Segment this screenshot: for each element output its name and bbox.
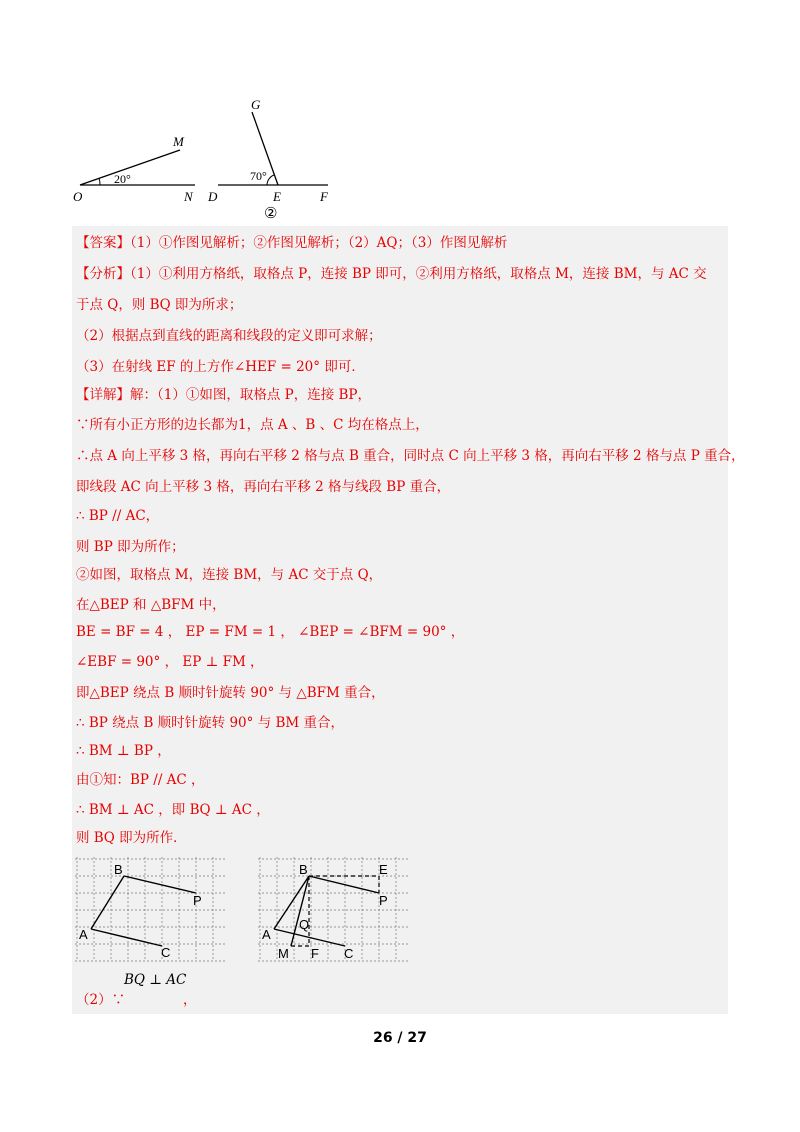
analysis-line-3: （2）根据点到直线的距离和线段的定义即可求解； <box>76 328 382 344</box>
detail-line-6: 则 BP 即为所作； <box>76 539 185 555</box>
angle-arc-20 <box>99 178 100 185</box>
segment-ab <box>91 876 124 929</box>
detail-line-13: ∴ BM ⊥ BP ， <box>76 743 171 759</box>
label-O: O <box>73 189 83 204</box>
label-D: D <box>208 189 218 204</box>
segment-bp-2 <box>309 876 379 893</box>
detail-line-4: 即线段 AC 向上平移 3 格，再向右平移 2 格与线段 BP 重合， <box>76 479 451 495</box>
g2-label-C: C <box>344 946 354 961</box>
g1-label-P: P <box>193 893 202 908</box>
grid-figure-1 <box>75 857 230 963</box>
detail-line-8: 在△BEP 和 △BFM 中， <box>76 597 226 613</box>
grid-figure-2 <box>258 857 413 963</box>
segment-ac-2 <box>274 929 345 946</box>
label-angle-20: 20° <box>114 172 131 186</box>
g2-label-Q: Q <box>299 917 310 932</box>
label-F: F <box>320 189 328 204</box>
label-angle-70: 70° <box>250 169 267 183</box>
label-N: N <box>184 189 193 204</box>
last-prefix: （2）∵ <box>76 992 126 1008</box>
detail-line-14: 由①知：BP // AC ， <box>76 772 205 788</box>
analysis-line-4: （3）在射线 EF 的上方作∠HEF = 20° 即可． <box>76 359 365 375</box>
label-G: G <box>251 97 261 112</box>
last-suffix: ， <box>183 992 197 1008</box>
detail-line-9: BE = BF = 4 ， EP = FM = 1 ， ∠BEP = ∠BFM = 90° ， <box>76 624 465 640</box>
detail-line-12: ∴ BP 绕点 B 顺时针旋转 90° 与 BM 重合， <box>76 715 345 731</box>
answer-line: 【答案】（1）①作图见解析；②作图见解析；（2）AQ；（3）作图见解析 <box>76 235 508 251</box>
detail-line-3: ∴点 A 向上平移 3 格，再向右平移 2 格与点 B 重合，同时点 C 向上平移 3 格，再向右平移 2 格与点 P 重合， <box>76 448 745 464</box>
label-E: E <box>273 189 281 204</box>
grid-lines-1 <box>75 857 225 961</box>
detail-line-1: 【详解】解：（1）①如图，取格点 P，连接 BP， <box>76 387 372 403</box>
angle-arc-70 <box>267 175 274 185</box>
segment-bp <box>124 876 196 893</box>
g2-label-P: P <box>379 893 388 908</box>
detail-line-5: ∴ BP // AC， <box>76 508 160 524</box>
label-M: M <box>173 134 184 149</box>
g1-label-C: C <box>161 945 171 960</box>
analysis-line-2: 于点 Q，则 BQ 即为所求； <box>76 297 243 313</box>
detail-line-10: ∠EBF = 90° ， EP ⊥ FM ， <box>76 654 264 670</box>
detail-line-15: ∴ BM ⊥ AC ，即 BQ ⊥ AC ， <box>76 802 270 818</box>
g2-label-A: A <box>262 927 271 942</box>
last-formula: BQ ⊥ AC <box>124 972 187 988</box>
g2-label-E: E <box>379 862 388 877</box>
analysis-line-1: 【分析】（1）①利用方格纸，取格点 P，连接 BP 即可，②利用方格纸，取格点 M，连接 BM，与 AC 交 <box>76 266 707 282</box>
segment-ac <box>91 929 162 946</box>
g2-label-M: M <box>278 946 289 961</box>
g2-label-B: B <box>299 862 308 877</box>
detail-line-2: ∵所有小正方形的边长都为1，点 A 、B 、C 均在格点上， <box>76 417 429 433</box>
g1-label-A: A <box>79 927 88 942</box>
g1-label-B: B <box>114 862 123 877</box>
detail-line-11: 即△BEP 绕点 B 顺时针旋转 90° 与 △BFM 重合， <box>76 685 385 701</box>
g2-label-F: F <box>311 946 319 961</box>
angle-figure <box>60 90 360 225</box>
page-number: 26 / 27 <box>373 1030 427 1046</box>
detail-line-7: ②如图，取格点 M，连接 BM，与 AC 交于点 Q， <box>76 567 383 583</box>
figure-number: ② <box>264 204 278 222</box>
detail-line-16: 则 BQ 即为所作． <box>76 830 187 846</box>
